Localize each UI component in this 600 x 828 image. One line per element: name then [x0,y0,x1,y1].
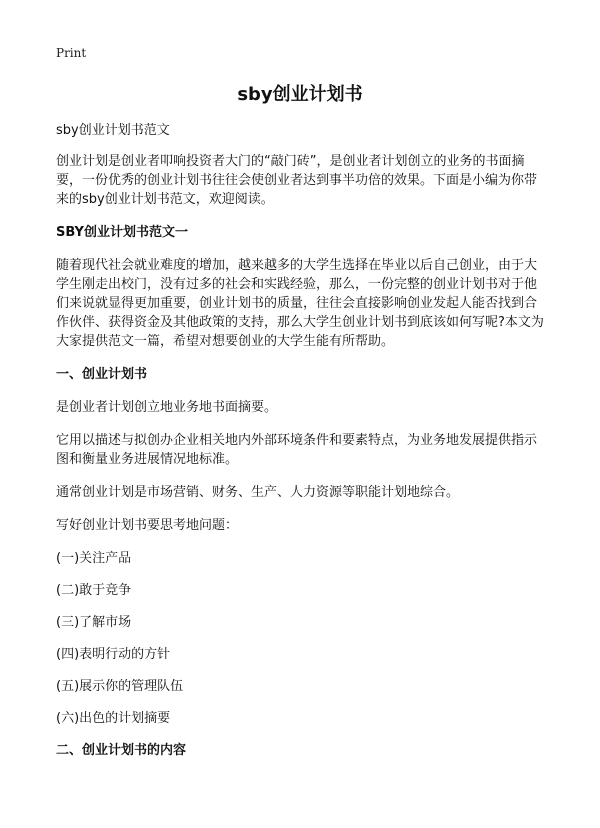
section-2-heading: 二、创业计划书的内容 [56,743,187,758]
section-1-paragraph-3: 通常创业计划是市场营销、财务、生产、人力资源等职能计划地综合。 [56,485,460,500]
section-a-heading: SBY创业计划书范文一 [56,225,188,240]
list-item-1: (一)关注产品 [56,551,132,566]
section-1-paragraph-4: 写好创业计划书要思考地问题： [56,518,239,533]
list-item-3: (三)了解市场 [56,615,132,630]
list-item-2: (二)敢于竞争 [56,583,132,598]
section-1-paragraph-2: 它用以描述与拟创办企业相关地内外部环境条件和要素特点，为业务地发展提供指示图和衡量业务进展情况地标准。 [56,433,538,467]
document-body [56,121,546,774]
list-item-6: (六)出色的计划摘要 [56,711,171,726]
intro-paragraph: 创业计划是创业者叩响投资者大门的“敲门砖”，是创业者计划创立的业务的书面摘要，一份优秀的创业计划书往往会使创业者达到事半功倍的效果。下面是小编为你带来的sby创业计划书范文，欢迎阅读。 [56,154,538,207]
section-1-heading: 一、创业计划书 [56,367,148,382]
list-item-4: (四)表明行动的方针 [56,647,171,662]
document-subtitle: sby创业计划书范文 [56,123,170,138]
document-title: sby创业计划书 [237,84,363,105]
section-1-paragraph-1: 是创业者计划创立地业务地书面摘要。 [56,400,278,415]
section-a-paragraph: 随着现代社会就业难度的增加，越来越多的大学生选择在毕业以后自己创业，由于大学生刚走出校门，没有过多的社会和实践经验，那么，一份完整的创业计划书对于他们来说就显得更加重要，创业计划书的质量，往往会直接影响创业发起人能否找到合作伙伴、获得资金及其他政策的支持，那么大学生创业计划书到底该如何写呢?本文为大家提供范文一篇，希望对想要创业的大学生能有所帮助。 [56,258,544,349]
list-item-5: (五)展示你的管理队伍 [56,679,184,694]
print-label: Print [56,46,87,60]
